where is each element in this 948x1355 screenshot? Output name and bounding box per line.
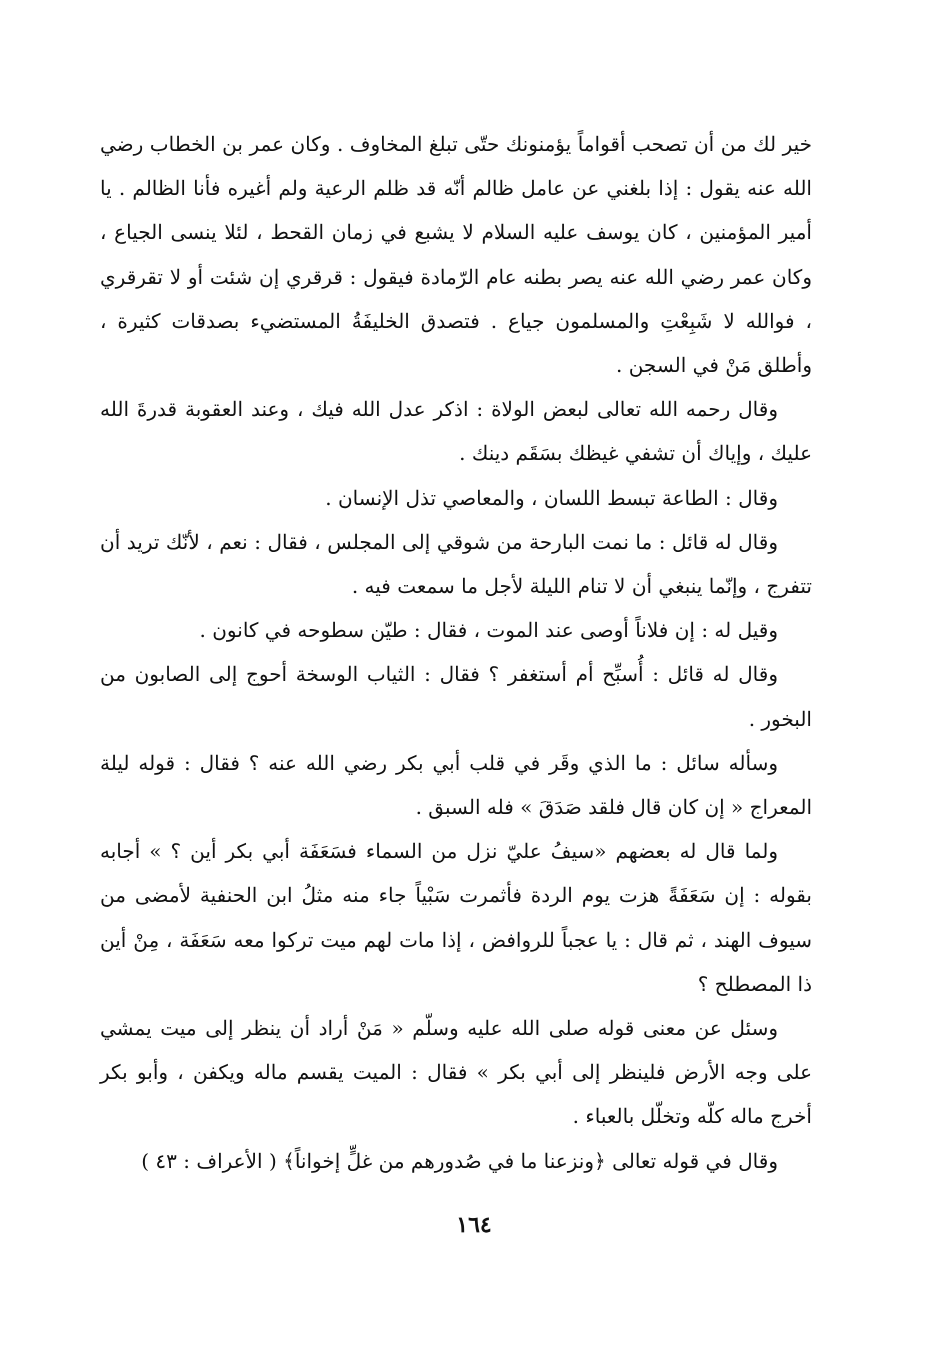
paragraph-9: وسئل عن معنى قوله صلى الله عليه وسلّم « مَنْ أراد أن ينظر إلى ميت يمشي على وجه الأرض فلينظر إلى أبي بكر » فقال : الميت يقسم ماله ويكفن ، وأبو بكر أخرج ماله كلّه وتخلّل بالعباء .	[100, 1016, 812, 1129]
page-number: ١٦٤	[456, 1212, 492, 1238]
paragraph-6: وقال له قائل : أُسبِّح أم أستغفر ؟ فقال : الثياب الوسخة أحوج إلى الصابون من البخور .	[100, 662, 812, 731]
paragraph-4: وقال له قائل : ما نمت البارحة من شوقي إلى المجلس ، فقال : نعم ، لأنّك تريد أن تتفرج ، وإنّما ينبغي أن لا تنام الليلة لأجل ما سمعت فيه .	[100, 529, 812, 599]
paragraph-3: وقال : الطاعة تبسط اللسان ، والمعاصي تذل الإنسان .	[325, 485, 778, 510]
paragraph-5: وقيل له : إن فلاناً أوصى عند الموت ، فقال : طيّن سطوحه في كانون .	[199, 618, 778, 643]
paragraph-2: وقال رحمه الله تعالى لبعض الولاة : اذكر عدل الله فيك ، وعند العقوبة قدرةَ الله عليك ، وإياك أن تشفي غيظك بسَقَم دينك .	[100, 397, 812, 466]
paragraph-1: خير لك من أن تصحب أقواماً يؤمنونك حتّى تبلغ المخاوف . وكان عمر بن الخطاب رضي الله عنه يقول : إذا بلغني عن عامل ظالم أنّه قد ظلم الرعية ولم أغيره فأنا الظالم . يا أمير المؤمنين ، كان يوسف عليه السلام لا يشبع في زمان القحط ، لئلا ينسى الجياع ، وكان عمر رضي الله عنه يصر بطنه عام الرّمادة فيقول : قرقري إن شئت أو لا تقرقري ، فوالله لا شَبِعْتِ والمسلمون جياع . فتصدق الخليفَةُ المستضيء بصدقات كثيرة ، وأطلق مَنْ في السجن .	[100, 132, 812, 378]
paragraph-7: وسأله سائل : ما الذي وقَر في قلب أبي بكر رضي الله عنه ؟ فقال : قوله ليلة المعراج « إن كان قال فلقد صَدَقَ » فله السبق .	[100, 750, 812, 820]
paragraph-10: وقال في قوله تعالى ﴿ونزعنا ما في صُدورهم من غلٍّ إخواناً﴾ ( الأعراف : ٤٣ )	[141, 1148, 778, 1173]
paragraph-8: ولما قال له بعضهم «سيفُ عليّ نزل من السماء فسَعَفَة أبي بكر أين ؟ » أجابه بقوله : إن سَعَفَةً هزت يوم الردة فأثمرت سَبْياً جاء منه مثلُ ابن الحنفية لأمضى من سيوف الهند ، ثم قال : يا عجباً للروافض ، إذا مات لهم ميت تركوا معه سَعَفَة ، مِنْ أين ذا المصطلح ؟	[100, 839, 812, 996]
page-body-text	[100, 122, 812, 1183]
